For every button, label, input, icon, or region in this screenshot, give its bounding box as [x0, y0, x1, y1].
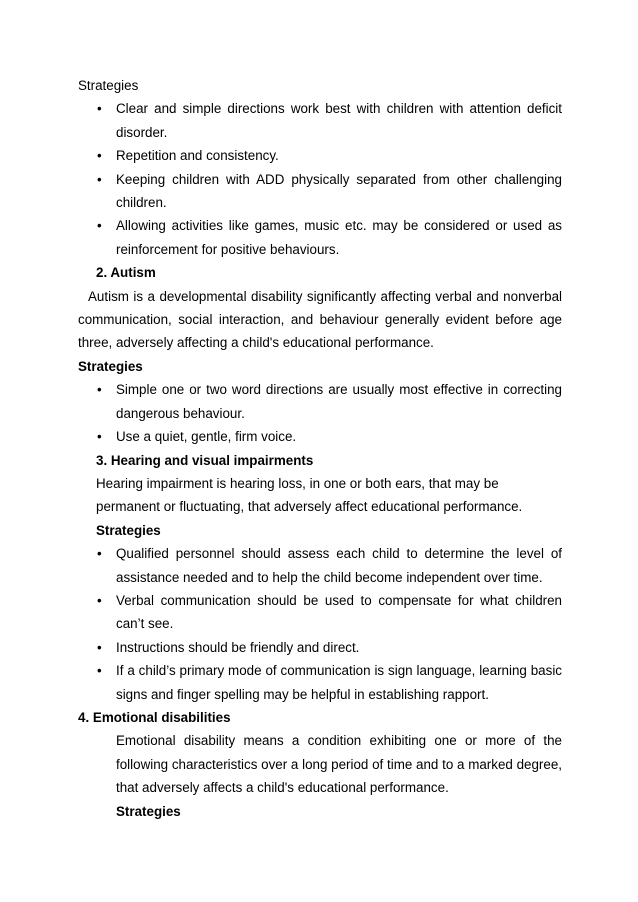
- emotional-heading: 4. Emotional disabilities: [78, 709, 231, 725]
- list-item: • Clear and simple directions work best with children with attention deficit disorder.: [78, 97, 562, 144]
- add-strategies-heading: Strategies: [78, 78, 139, 93]
- autism-strategies-list: [78, 378, 562, 448]
- list-item: • Repetition and consistency.: [78, 144, 562, 167]
- list-item: • Simple one or two word directions are usually most effective in correcting dangerous behaviour.: [78, 378, 562, 425]
- hearing-heading: 3. Hearing and visual impairments: [96, 452, 314, 468]
- add-strategies-list: [78, 97, 562, 261]
- list-item: • Allowing activities like games, music etc. may be considered or used as reinforcement for positive behaviours.: [78, 214, 562, 261]
- hearing-strategies-heading: Strategies: [96, 522, 161, 538]
- document-page: [78, 74, 562, 823]
- list-item: • Instructions should be friendly and direct.: [78, 636, 562, 659]
- autism-strategies-heading: Strategies: [78, 358, 143, 374]
- emotional-strategies-heading: Strategies: [116, 803, 181, 819]
- list-item: • Use a quiet, gentle, firm voice.: [78, 425, 562, 448]
- list-item: • Verbal communication should be used to compensate for what children can’t see.: [78, 589, 562, 636]
- hearing-strategies-list: [78, 542, 562, 706]
- emotional-paragraph: Emotional disability means a condition exhibiting one or more of the following characteristics over a long period of time and to a marked degree, that adversely affects a child's educational performance.: [116, 733, 562, 796]
- autism-paragraph: Autism is a developmental disability significantly affecting verbal and nonverbal communication, social interaction, and behaviour generally evident before age three, adversely affecting a child's educational performance.: [78, 288, 562, 351]
- list-item: • Qualified personnel should assess each child to determine the level of assistance needed and to help the child become independent over time.: [78, 542, 562, 589]
- autism-heading: 2. Autism: [96, 265, 156, 281]
- hearing-paragraph: Hearing impairment is hearing loss, in one or both ears, that may be permanent or fluctuating, that adversely affect educational performance.: [96, 475, 523, 515]
- list-item: • Keeping children with ADD physically separated from other challenging children.: [78, 168, 562, 215]
- list-item: • If a child’s primary mode of communication is sign language, learning basic signs and finger spelling may be helpful in establishing rapport.: [78, 659, 562, 706]
